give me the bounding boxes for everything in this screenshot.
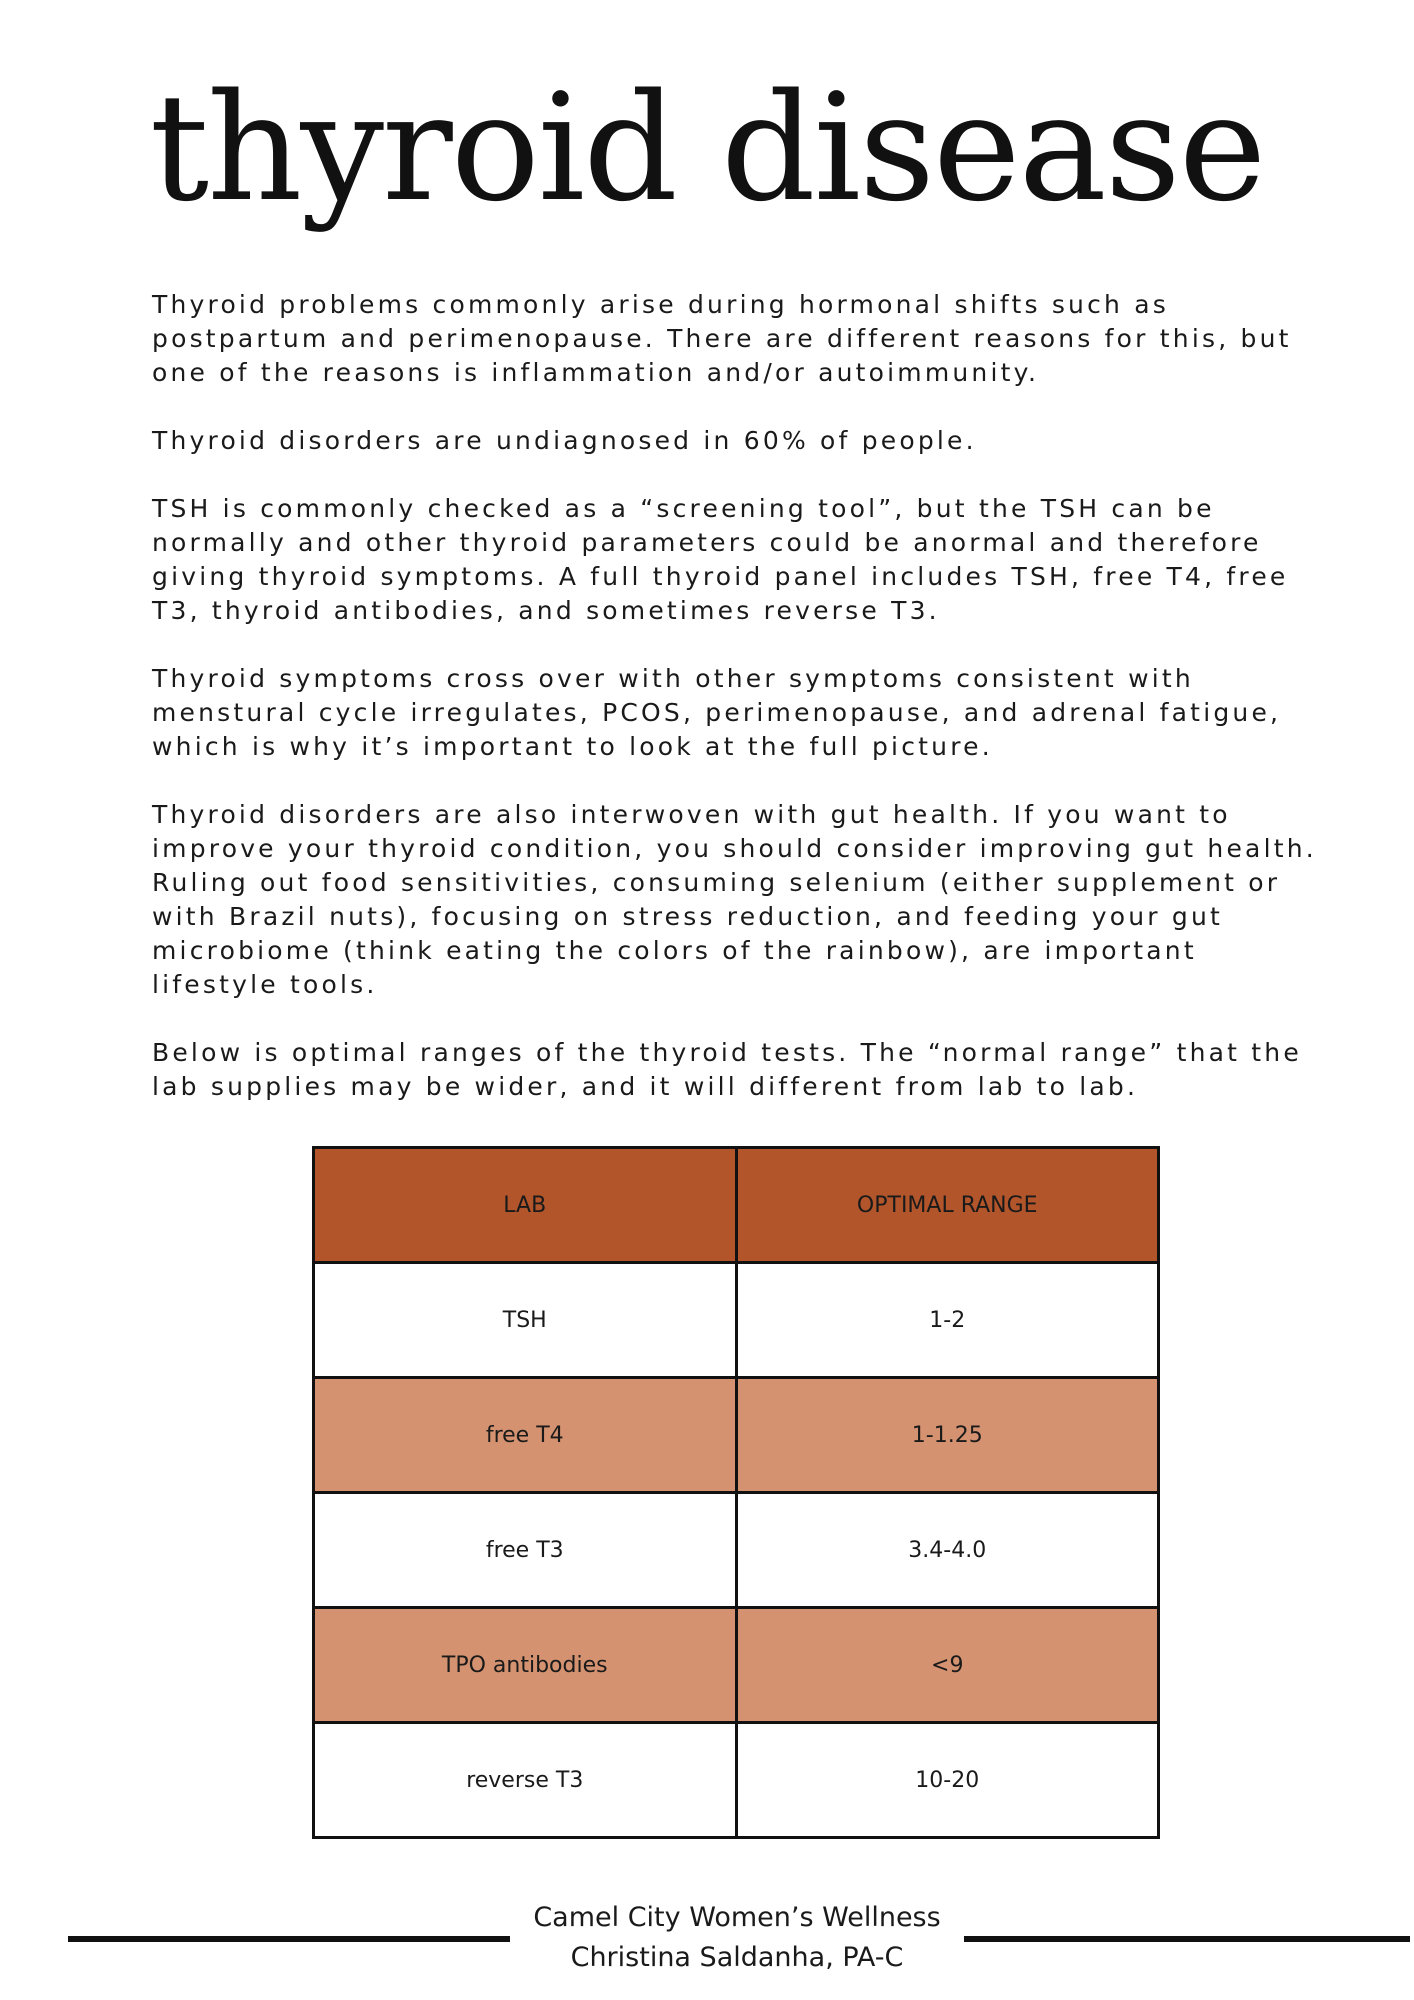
footer-clinic-name: Camel City Women’s Wellness <box>533 1902 941 1933</box>
footer-divider-left <box>68 1936 510 1942</box>
lab-name: free T4 <box>314 1378 737 1493</box>
table-row <box>314 1608 1159 1723</box>
lab-name: free T3 <box>314 1493 737 1608</box>
article-body <box>152 288 1342 1138</box>
lab-name: reverse T3 <box>314 1723 737 1838</box>
lab-name: TPO antibodies <box>314 1608 737 1723</box>
lab-range: 1-2 <box>736 1263 1159 1378</box>
table-row <box>314 1263 1159 1378</box>
footer-author: Christina Saldanha, PA-C <box>570 1942 904 1973</box>
lab-range: <9 <box>736 1608 1159 1723</box>
table-row <box>314 1723 1159 1838</box>
lab-name: TSH <box>314 1263 737 1378</box>
paragraph-optimal-ranges: Below is optimal ranges of the thyroid tests. The “normal range” that the lab supplies may be wider, and it will different from lab to lab. <box>152 1038 1302 1101</box>
paragraph-undiagnosed: Thyroid disorders are undiagnosed in 60% of people. <box>152 426 977 455</box>
paragraph-gut-health: Thyroid disorders are also interwoven with gut health. If you want to improve your thyroid condition, you should consider improving gut health. Ruling out food sensitivities, consuming selenium (either supplement or with Brazil nuts), focusing on stress reduction, and feeding your gut microbiome (think eating the colors of the rainbow), are important lifestyle tools. <box>152 800 1317 999</box>
lab-range: 3.4-4.0 <box>736 1493 1159 1608</box>
header-optimal-range: OPTIMAL RANGE <box>736 1148 1159 1263</box>
page-title: thyroid disease <box>149 62 1265 234</box>
footer-divider-right <box>964 1936 1410 1942</box>
paragraph-tsh-screening: TSH is commonly checked as a “screening tool”, but the TSH can be normally and other thyroid parameters could be anormal and therefore giving thyroid symptoms. A full thyroid panel includes TSH, free T4, free T3, thyroid antibodies, and sometimes reverse T3. <box>152 494 1289 625</box>
lab-range: 1-1.25 <box>736 1378 1159 1493</box>
header-lab: LAB <box>314 1148 737 1263</box>
table-header-row <box>314 1148 1159 1263</box>
paragraph-intro: Thyroid problems commonly arise during hormonal shifts such as postpartum and perimenopause. There are different reasons for this, but one of the reasons is inflammation and/or autoimmunity. <box>152 290 1292 387</box>
footer <box>480 1898 994 1978</box>
table-row <box>314 1378 1159 1493</box>
paragraph-symptoms: Thyroid symptoms cross over with other symptoms consistent with menstural cycle irregulates, PCOS, perimenopause, and adrenal fatigue, which is why it’s important to look at the full picture. <box>152 664 1282 761</box>
lab-range: 10-20 <box>736 1723 1159 1838</box>
table-row <box>314 1493 1159 1608</box>
optimal-range-table <box>312 1146 1160 1839</box>
